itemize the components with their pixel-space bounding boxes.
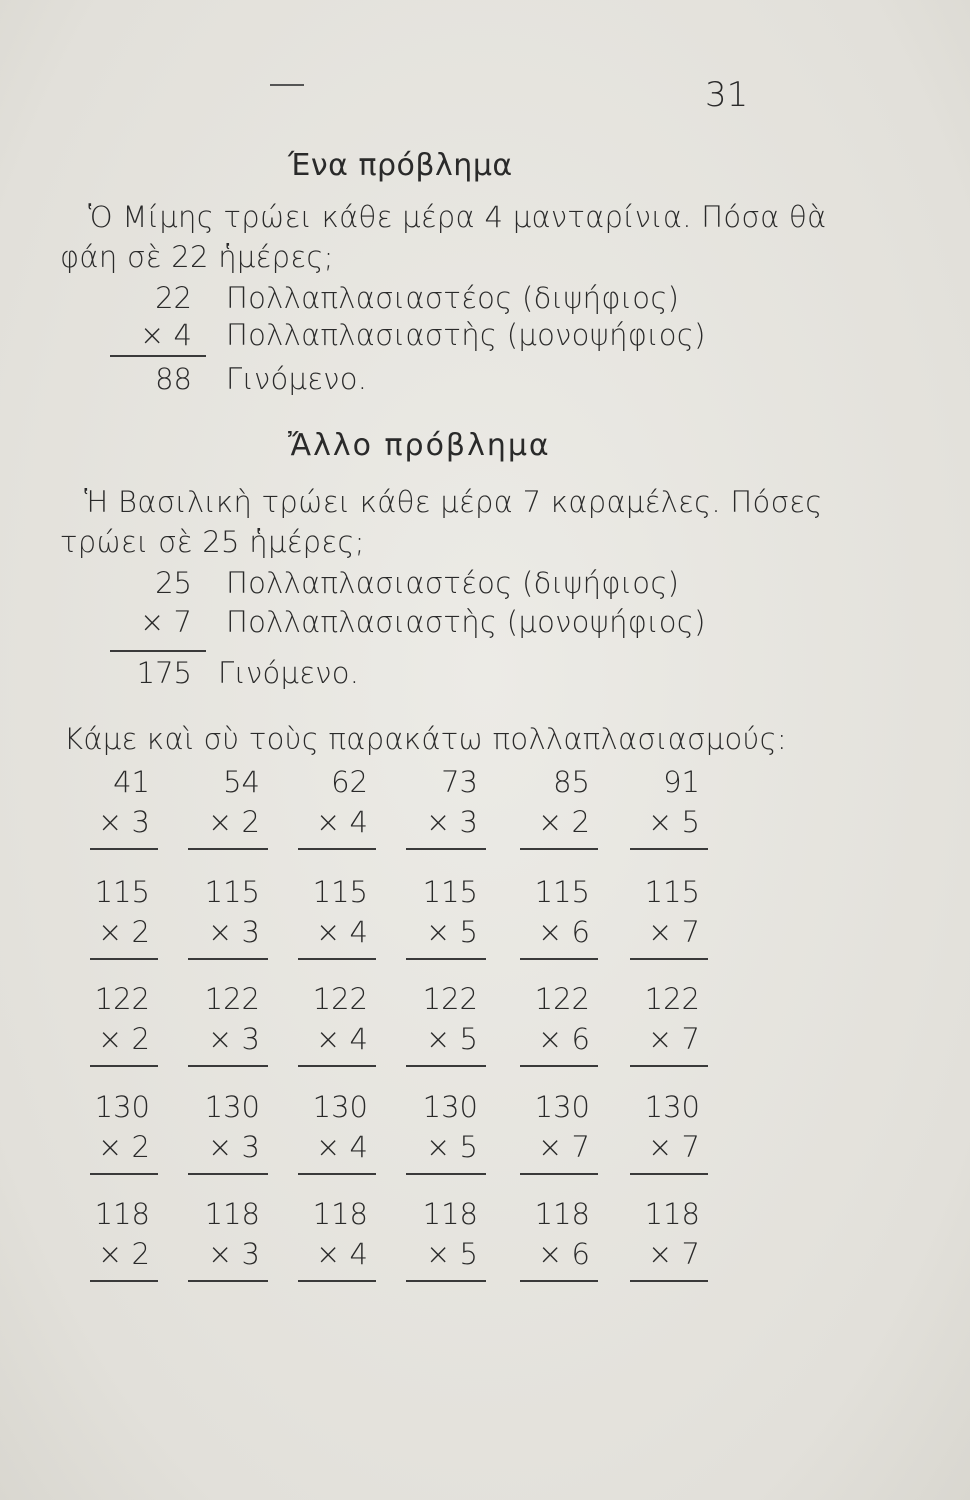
problem2-multiplier-label: Πολλαπλασιαστὴς (μονοψήφιος) [226,605,706,639]
problem1-multiplier-label: Πολλαπλασιαστὴς (μονοψήφιος) [226,318,706,352]
exercise-rule [90,1173,158,1175]
exercise-multiplicand: 91 [663,765,700,799]
exercise-multiplier: × 4 [316,805,368,839]
exercise-multiplicand: 122 [534,982,590,1016]
problem2-product: 175 [136,656,192,690]
exercise-multiplicand: 130 [534,1090,590,1124]
exercise-rule [520,1065,598,1067]
exercise-multiplier: × 6 [538,915,590,949]
exercise-rule [630,958,708,960]
problem2-multiplicand: 25 [155,566,192,600]
problem1-line1: Ὁ Μίμης τρώει κάθε μέρα 4 μανταρίνια. Πόσα θὰ [88,200,827,234]
exercise-multiplier: × 7 [648,1130,700,1164]
exercise-multiplier: × 7 [648,1237,700,1271]
exercise-multiplicand: 115 [204,875,260,909]
exercise-multiplier: × 2 [208,805,260,839]
exercise-multiplicand: 118 [534,1197,590,1231]
exercise-multiplier: × 4 [316,1237,368,1271]
exercise-multiplicand: 115 [422,875,478,909]
exercise-multiplier: × 4 [316,1130,368,1164]
exercise-rule [520,1173,598,1175]
exercise-rule [298,848,376,850]
exercise-multiplier: × 3 [98,805,150,839]
exercise-rule [298,1173,376,1175]
exercise-multiplier: × 3 [426,805,478,839]
exercise-multiplier: × 7 [648,1022,700,1056]
exercise-multiplicand: 115 [94,875,150,909]
problem1-multiplicand-label: Πολλαπλασιαστέος (διψήφιος) [226,281,680,315]
exercise-multiplicand: 41 [113,765,150,799]
exercise-multiplicand: 122 [644,982,700,1016]
exercise-rule [406,958,486,960]
problem1-product: 88 [155,362,192,396]
exercise-rule [520,958,598,960]
exercise-multiplier: × 2 [98,1022,150,1056]
exercise-multiplier: × 5 [426,1022,478,1056]
problem2-product-label: Γινόμενο. [218,656,360,690]
top-dash [270,84,304,86]
exercise-multiplier: × 7 [538,1130,590,1164]
exercise-multiplicand: 130 [644,1090,700,1124]
exercise-rule [406,848,486,850]
exercise-multiplicand: 130 [312,1090,368,1124]
exercise-multiplicand: 62 [331,765,368,799]
exercise-rule [90,1280,158,1282]
exercise-multiplicand: 122 [204,982,260,1016]
exercise-rule [630,1173,708,1175]
exercise-multiplicand: 73 [441,765,478,799]
exercise-multiplier: × 3 [208,1022,260,1056]
exercise-rule [630,1280,708,1282]
exercise-rule [188,958,268,960]
exercise-rule [90,848,158,850]
exercise-rule [188,1173,268,1175]
problem1-multiplicand: 22 [155,281,192,315]
exercise-multiplicand: 115 [534,875,590,909]
exercise-multiplier: × 4 [316,915,368,949]
exercise-multiplicand: 118 [94,1197,150,1231]
exercise-rule [630,1065,708,1067]
exercise-multiplier: × 6 [538,1237,590,1271]
exercise-multiplicand: 118 [422,1197,478,1231]
exercise-rule [298,958,376,960]
exercise-multiplier: × 7 [648,915,700,949]
exercise-multiplicand: 118 [312,1197,368,1231]
exercise-rule [406,1280,486,1282]
exercise-rule [298,1280,376,1282]
exercise-multiplier: × 5 [648,805,700,839]
exercise-rule [188,848,268,850]
exercise-multiplicand: 118 [644,1197,700,1231]
exercise-multiplicand: 130 [94,1090,150,1124]
exercise-multiplier: × 5 [426,1237,478,1271]
exercise-rule [406,1173,486,1175]
exercise-rule [630,848,708,850]
exercise-rule [406,1065,486,1067]
exercise-rule [90,958,158,960]
problem2-title: Ἄλλο πρόβλημα [288,428,551,463]
exercise-multiplicand: 54 [223,765,260,799]
problem1-multiplier: × 4 [140,318,192,352]
problem1-rule [110,355,206,357]
exercise-rule [298,1065,376,1067]
exercise-multiplicand: 85 [553,765,590,799]
exercise-multiplier: × 4 [316,1022,368,1056]
exercise-multiplicand: 118 [204,1197,260,1231]
exercise-multiplier: × 2 [538,805,590,839]
problem1-product-label: Γινόμενο. [226,362,368,396]
exercise-rule [188,1065,268,1067]
exercises-instruction: Κάμε καὶ σὺ τοὺς παρακάτω πολλαπλασιασμούς: [64,722,787,756]
exercise-multiplier: × 5 [426,1130,478,1164]
problem1-title: Ένα πρόβλημα [288,148,513,183]
exercise-multiplier: × 3 [208,1237,260,1271]
problem2-multiplicand-label: Πολλαπλασιαστέος (διψήφιος) [226,566,680,600]
problem2-rule [110,650,206,652]
exercise-multiplier: × 3 [208,915,260,949]
exercise-multiplier: × 2 [98,915,150,949]
problem2-line2: τρώει σὲ 25 ἡμέρες; [60,525,365,559]
page-number: 31 [705,75,749,115]
exercise-rule [520,1280,598,1282]
exercise-multiplicand: 122 [422,982,478,1016]
exercise-rule [90,1065,158,1067]
exercise-multiplicand: 130 [204,1090,260,1124]
exercise-multiplier: × 2 [98,1237,150,1271]
problem2-line1: Ἡ Βασιλικὴ τρώει κάθε μέρα 7 καραμέλες. Πόσες [84,485,823,519]
exercise-multiplier: × 2 [98,1130,150,1164]
exercise-rule [520,848,598,850]
exercise-multiplier: × 6 [538,1022,590,1056]
exercise-multiplier: × 5 [426,915,478,949]
exercise-multiplicand: 122 [312,982,368,1016]
exercise-multiplier: × 3 [208,1130,260,1164]
exercise-rule [188,1280,268,1282]
problem2-multiplier: × 7 [140,605,192,639]
exercise-multiplicand: 115 [312,875,368,909]
problem1-line2: φάη σὲ 22 ἡμέρες; [60,240,334,274]
exercise-multiplicand: 115 [644,875,700,909]
exercise-multiplicand: 130 [422,1090,478,1124]
exercise-multiplicand: 122 [94,982,150,1016]
